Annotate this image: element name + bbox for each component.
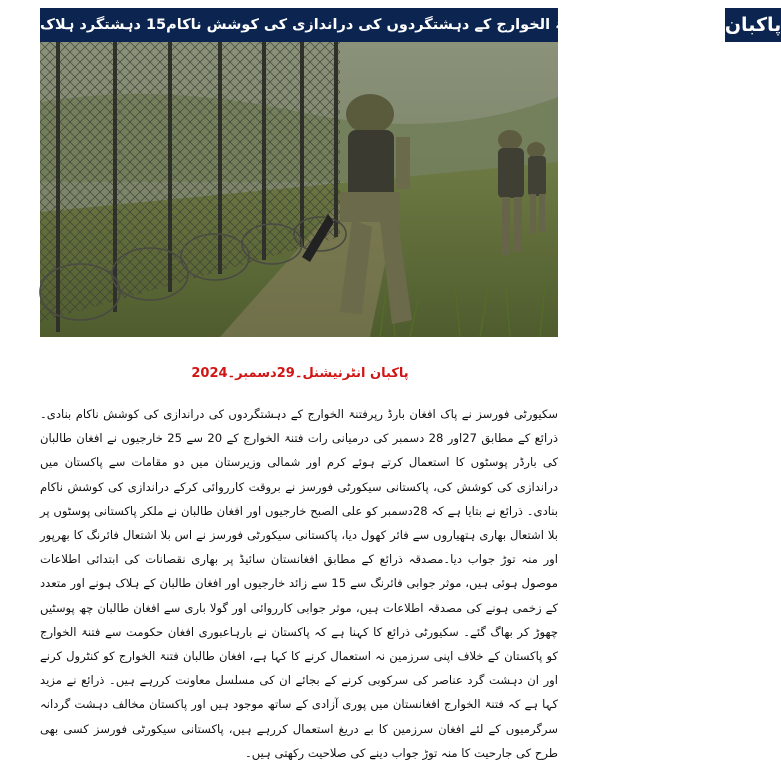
news-photo — [40, 42, 558, 337]
brand-label: پاکبان — [723, 8, 781, 42]
headline-text: پاک افغان بارڈ رپرفتنۃ الخوارج کے دہشتگردوں کی دراندازی کی کوشش ناکام15 دہشتگرد ہلاک — [40, 17, 715, 33]
border-patrol-image — [40, 42, 558, 337]
article-body: سکیورٹی فورسز نے پاک افغان بارڈ رپرفتنۃ الخوارج کے دہشتگردوں کی دراندازی کی کوشش ناکام بنادی۔ ذرائع کے مطابق 27اور 28 دسمبر کی درمیانی رات فتنۃ الخوارج کے 20 سے 25 خارجیوں نے افغان طالبان کی بارڈر پوسٹوں کا استعمال کرتے ہوئے کرم اور شمالی وزیرستان میں دو مقامات سے پاکستان میں دراندازی کی کوشش کی، پاکستانی سیکورٹی فورسز نے بروقت کارروائی کرکے دراندازی کی کوشش ناکام بنادی۔ ذرائع نے بتایا ہے کہ 28دسمبر کو علی الصبح خارجیوں اور افغان طالبان نے ملکر پاکستانی پوسٹوں پر بلا اشتعال بھاری ہتھیاروں سے فائر کھول دیا، پاکستانی سیکورٹی فورسز نے اس بلا اشتعال فائرنگ کا بھرپور اور منہ توڑ جواب دیا۔مصدقہ ذرائع کے مطابق افغانستان سائیڈ پر بھاری نقصانات کی ابتدائی اطلاعات موصول ہوئی ہیں، موثر جوابی فائرنگ سے 15 سے زائد خارجیوں اور افغان طالبان کے ہلاک ہونے اور متعدد کے زخمی ہونے کی مصدقہ اطلاعات ہیں، موثر جوابی کارروائی اور گولا باری سے افغان طالبان چھ پوسٹیں چھوڑ کر بھاگ گئے۔ سکیورٹی ذرائع کا کہنا ہے کہ پاکستان نے بارہاعبوری افغان حکومت سے فتنۃ الخوارج کو پاکستان کے خلاف اپنی سرزمین نہ استعمال کرنے کا کہا ہے، افغان طالبان فتنۃ الخوارج کو کنٹرول کرنے اور ان دہشت گرد عناصر کی سرکوبی کرنے کے بجائے ان کی مسلسل معاونت کررہے ہیں۔ ذرائع نے مزید کہا ہے کہ فتنۃ الخوارج افغانستان میں پوری آزادی کے ساتھ موجود ہیں اور پاکستان مخالف دہشت گردانہ سرگرمیوں کے لئے افغان سرزمین کا بے دریغ استعمال کررہے ہیں، پاکستانی سیکورٹی فورسز کسی بھی طرح کی جارحیت کا منہ توڑ جواب دینے کی صلاحیت رکھتی ہیں۔ — [40, 407, 559, 760]
headline-banner — [40, 8, 781, 42]
dateline: پاکبان انٹرنیشنل۔29دسمبر۔2024 — [191, 366, 409, 381]
